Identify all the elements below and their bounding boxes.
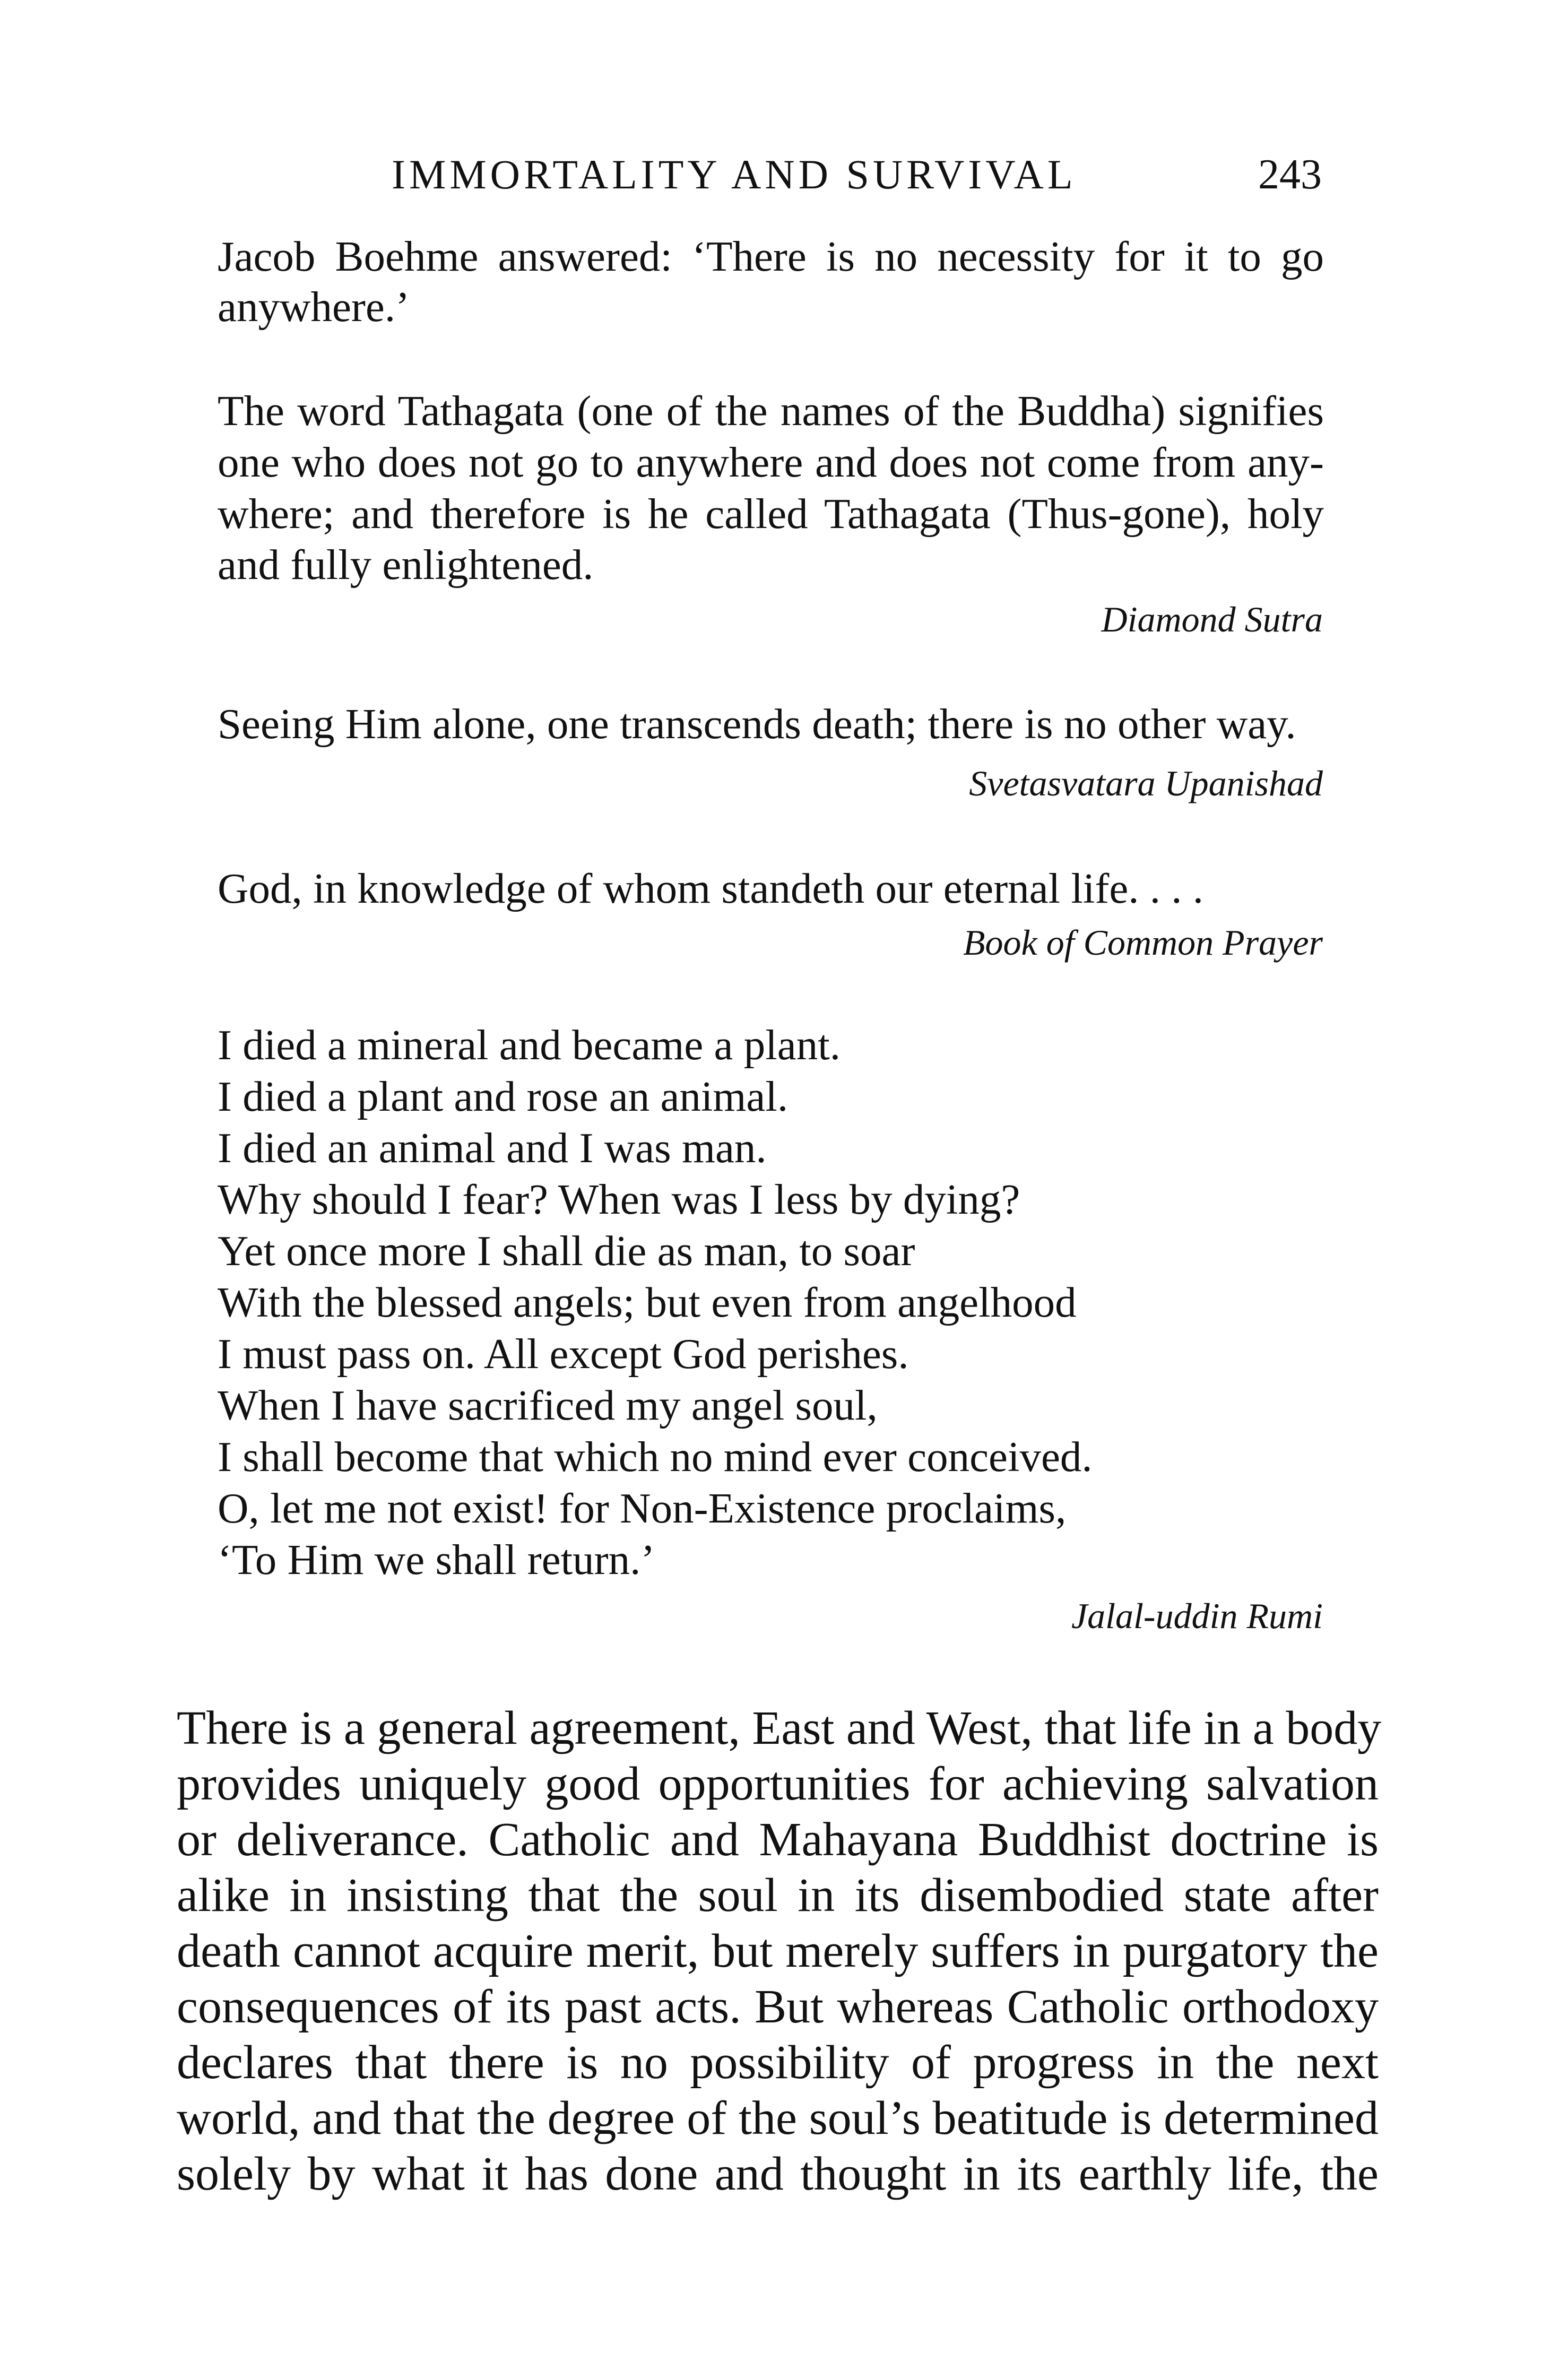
poem-line: I must pass on. All except God perishes. — [218, 1330, 909, 1378]
quote-line: Seeing Him alone, one transcends death; there is no other way. — [218, 700, 1296, 748]
poem-line: With the blessed angels; but even from angelhood — [218, 1278, 1077, 1326]
body-line: death cannot acquire merit, but merely suffers in purgatory the — [177, 1925, 1379, 1977]
poem-line: O, let me not exist! for Non-Existence proclaims, — [218, 1484, 1067, 1532]
quote-line: The word Tathagata (one of the names of the Buddha) signifies — [218, 387, 1324, 435]
body-line: alike in insisting that the soul in its disembodied state after — [177, 1869, 1379, 1922]
quote-attribution: Svetasvatara Upanishad — [969, 763, 1323, 803]
quote-attribution: Diamond Sutra — [1101, 599, 1323, 639]
quote-line: and fully enlightened. — [218, 541, 594, 589]
quote-line: anywhere.’ — [218, 283, 410, 331]
body-line: provides uniquely good opportunities for achieving salvation — [177, 1758, 1379, 1810]
body-line: consequences of its past acts. But whereas Catholic orthodoxy — [177, 1980, 1379, 2033]
poem-line: I shall become that which no mind ever conceived. — [218, 1433, 1093, 1481]
quote-line: one who does not go to anywhere and does not come from any- — [218, 438, 1324, 486]
quote-line: God, in knowledge of whom standeth our eternal life. . . . — [218, 864, 1204, 912]
quote-line: Jacob Boehme answered: ‘There is no necessity for it to go — [218, 232, 1324, 280]
quote-line: where; and therefore is he called Tathagata (Thus-gone), holy — [218, 490, 1324, 538]
poem-line: Why should I fear? When was I less by dying? — [218, 1175, 1020, 1223]
body-line: solely by what it has done and thought in its earthly life, the — [177, 2148, 1379, 2200]
poem-line: I died an animal and I was man. — [218, 1124, 767, 1172]
body-line: declares that there is no possibility of progress in the next — [177, 2036, 1379, 2089]
running-title: IMMORTALITY AND SURVIVAL — [392, 151, 1077, 197]
poem-line: I died a mineral and became a plant. — [218, 1021, 841, 1069]
poem-line: ‘To Him we shall return.’ — [218, 1536, 655, 1584]
poem-line: I died a plant and rose an animal. — [218, 1072, 789, 1120]
quote-attribution: Jalal-uddin Rumi — [1071, 1596, 1323, 1636]
body-line: There is a general agreement, East and West, that life in a body — [177, 1702, 1382, 1754]
page-number: 243 — [1258, 151, 1322, 198]
quote-attribution: Book of Common Prayer — [963, 922, 1323, 963]
poem-line: Yet once more I shall die as man, to soar — [218, 1227, 915, 1275]
poem-line: When I have sacrificed my angel soul, — [218, 1381, 878, 1429]
body-line: world, and that the degree of the soul’s beatitude is determined — [177, 2092, 1379, 2144]
body-line: or deliverance. Catholic and Mahayana Buddhist doctrine is — [177, 1813, 1379, 1866]
